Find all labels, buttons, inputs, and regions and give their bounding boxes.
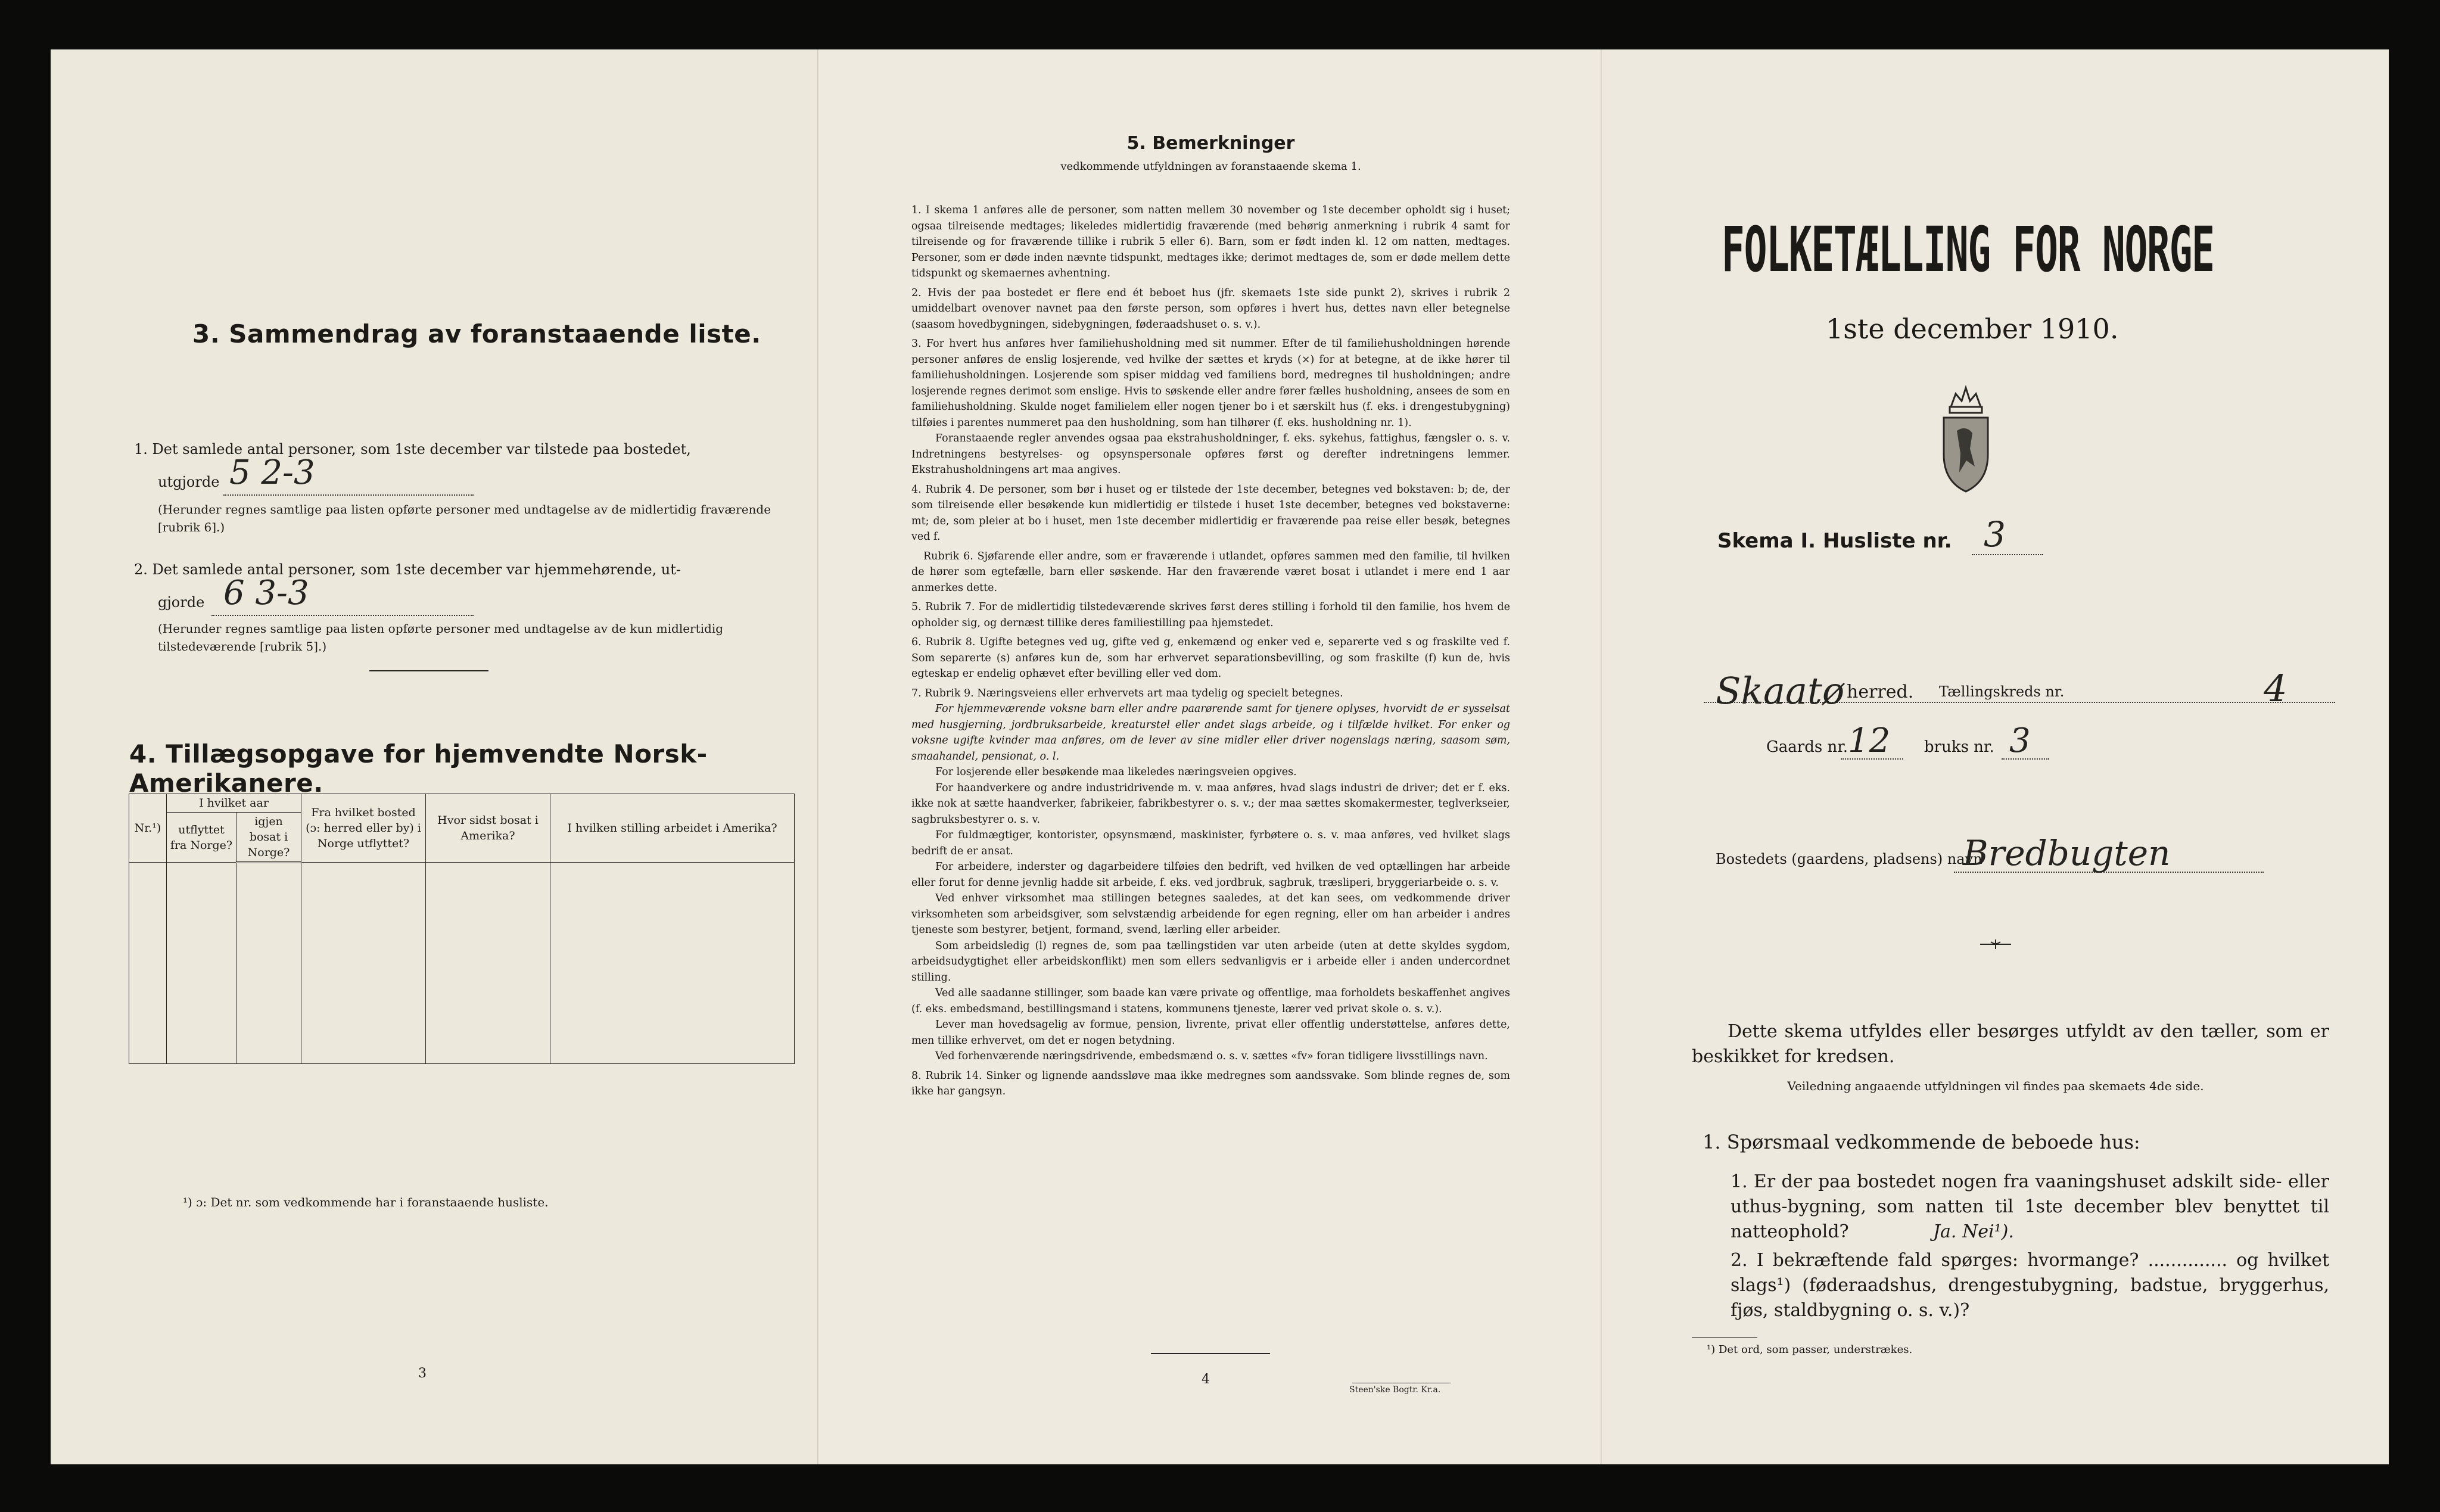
census-date: 1ste december 1910. (1826, 313, 2119, 345)
col-back: igjen bosat i Norge? (236, 813, 301, 863)
page-number: 3 (418, 1366, 427, 1381)
bosted-dotline (1954, 872, 2264, 873)
bosted-value: Bredbugten (1963, 833, 2171, 873)
remark-7: 7. Rubrik 9. Næringsveiens eller erhvervets art maa tydelig og specielt betegnes. (911, 687, 1343, 699)
section-4-title: 4. Tillægsopgave for hjemvendte Norsk-Amerikanere. (129, 739, 708, 798)
table-row (129, 897, 795, 930)
question-1: 1. Er der paa bostedet nogen fra vaaningshuset adskilt side- eller uthus-bygning, som natten til 1ste december blev benyttet til natteophold? (1731, 1171, 2329, 1242)
remark-6: 6. Rubrik 8. Ugifte betegnes ved ug, gifte ved g, enkemænd og enker ved e, separerte ved s og fraskilte ved f. Som separerte (s) anføres kun de, som har erhvervet separationsbevilling, og som fraskilte (f) kun de, hvis egteskap er endelig ophævet efter bevilling eller ved dom. (911, 636, 1510, 680)
kreds-value: 4 (2264, 667, 2288, 710)
coat-of-arms-icon (1933, 383, 1999, 496)
section-3-title: 3. Sammendrag av foranstaaende liste. (192, 319, 761, 349)
herred-label: herred. (1847, 682, 1914, 702)
norsk-amerikanere-table (129, 794, 795, 1064)
remark-4b: Rubrik 6. Sjøfarende eller andre, som er fraværende i utlandet, opføres sammen med den familie, til hvilken de hører som egtefælle, barn eller søskende. Har den fraværende været bosat i utlandet i mere end 1 aar anmerkes dette. (911, 550, 1510, 594)
remark-7k: Ved forhenværende næringsdrivende, embedsmænd o. s. v. sættes «fv» foran tidligere livsstillings navn. (935, 1050, 1488, 1062)
husliste-dotline (1972, 554, 2043, 555)
instruction: Dette skema utfyldes eller besørges utfyldt av den tæller, som er beskikket for kredsen. (1692, 1021, 2329, 1067)
instruction-small: Veiledning angaaende utfyldningen vil findes paa skemaets 4de side. (1787, 1079, 2204, 1093)
gaards-label: Gaards nr. (1766, 738, 1848, 756)
bruks-label: bruks nr. (1924, 738, 1994, 756)
remarks-title: 5. Bemerkninger (1126, 133, 1295, 154)
col-nr: Nr.¹) (129, 794, 167, 863)
skema-label: Skema I. Husliste nr. (1717, 529, 1952, 553)
item-2-text: 2. Det samlede antal personer, som 1ste december var hjemmehørende, ut- (134, 561, 681, 578)
divider (1151, 1353, 1270, 1354)
remark-3b: Foranstaaende regler anvendes ogsaa paa ekstrahusholdninger, f. eks. sykehus, fattighus, fængsler o. s. v. Indretningens bestyrelses- og opsynspersonale opføres først og derefter indretningens lemmer. Ekstrahusholdningens art maa angives. (911, 433, 1510, 476)
remark-7j: Lever man hovedsagelig av formue, pension, livrente, privat eller offentlig understøttelse, anføres dette, men tillike erhvervet, om det er nogen betydning. (911, 1019, 1510, 1047)
ornament-icon (1978, 937, 2013, 951)
col-america: Hvor sidst bosat i Amerika? (426, 794, 550, 863)
remarks-body (911, 203, 1510, 1100)
bruks-dotline (2002, 758, 2049, 760)
item-1-text: 1. Det samlede antal personer, som 1ste december var tilstede paa bostedet, (134, 441, 691, 458)
remark-8: 8. Rubrik 14. Sinker og lignende aandssløve maa ikke medregnes som aandssvake. Som blinde regnes de, som ikke har gangsyn. (911, 1069, 1510, 1097)
printer-mark: Steen'ske Bogtr. Kr.a. (1349, 1385, 1441, 1395)
herred-value: Skaatø (1716, 669, 1845, 713)
col-position: I hvilken stilling arbeidet i Amerika? (550, 794, 795, 863)
remark-7b: For hjemmeværende voksne barn eller andre paarørende samt for tjenere oplyses, hvorvidt de er sysselsat med husgjerning, jordbruksarbeide, kreaturstel eller andet slags arbeide, og i tilfælde hvilket. For enker og voksne ugifte kvinder maa anføres, om de lever av sine midler eller driver nogenslags næring, saasom søm, smaahandel, pensionat, o. l. (911, 703, 1510, 763)
table-row (129, 1030, 795, 1064)
remark-7d: For haandverkere og andre industridrivende m. v. maa anføres, hvad slags industri de driver; det er f. eks. ikke nok at sætte haandverker, fabrikeier, fabrikbestyrer o. s. v.; der maa sættes skomakermester, teglverkseier, sagbruksbestyrer o. s. v. (911, 782, 1510, 826)
remark-7h: Som arbeidsledig (l) regnes de, som paa tællingstiden var uten arbeide (uten at dette skyldes sygdom, arbeidsudygtighet eller arbeidskonflikt) men som ellers sedvanligvis er i arbeide eller i anden undercordnet stilling. (911, 939, 1510, 984)
col-group-year: I hvilket aar (167, 794, 301, 813)
bruks-value: 3 (2009, 721, 2031, 760)
remark-7g: Ved enhver virksomhet maa stillingen betegnes saaledes, at det kan sees, om vedkommende driver virksomheten som arbeidsgiver, som selvstændig arbeidende for egen regning, eller om han arbeider i andres tjeneste som bestyrer, betjent, formand, svend, lærling eller arbeider. (911, 892, 1510, 936)
kreds-label: Tællingskreds nr. (1939, 683, 2065, 700)
page-3 (51, 49, 819, 1464)
item-1-dotline (223, 494, 474, 496)
gaards-dotline (1841, 758, 1903, 760)
col-from: Fra hvilket bosted (ɔ: herred eller by) i Norge utflyttet? (301, 794, 426, 863)
gaards-value: 12 (1848, 721, 1891, 760)
form-title: FOLKETÆLLING FOR NORGE (1722, 213, 2214, 286)
footnote: ¹) ɔ: Det nr. som vedkommende har i foranstaaende husliste. (183, 1195, 549, 1209)
remarks-subtitle: vedkommende utfyldningen av foranstaaende skema 1. (1060, 160, 1361, 173)
question-1-answer: Ja. Nei¹). (1933, 1221, 2014, 1242)
item-2-dotline (211, 615, 474, 616)
remark-7e: For fuldmægtiger, kontorister, opsynsmænd, maskinister, fyrbøtere o. s. v. maa anføres, ved hvilket slags bedrift de er ansat. (911, 829, 1510, 857)
bosted-label: Bostedets (gaardens, pladsens) navn (1716, 851, 1982, 867)
item-2-handwritten-value: 6 3-3 (223, 574, 309, 612)
remark-1: 1. I skema 1 anføres alle de personer, som natten mellem 30 november og 1ste december opholdt sig i huset; ogsaa tilreisende medtages; likeledes midlertidig fraværende (med behørig anmerkning i rubrik 4 samt for tilreisende og for fraværende tillike i rubrik 5 eller 6). Barn, som er født inden kl. 12 om natten, medtages. Personer, som er døde inden nævnte tidspunkt, medtages ikke; derimot medtages de, som er døde mellem dette tidspunkt og skemaernes avhentning. (911, 204, 1510, 279)
col-out: utflyttet fra Norge? (167, 813, 236, 863)
table-row (129, 997, 795, 1030)
husliste-number: 3 (1984, 514, 2006, 555)
table-row (129, 863, 795, 897)
table-row (129, 930, 795, 963)
remark-4: 4. Rubrik 4. De personer, som bør i huset og er tilstede der 1ste december, betegnes ved bokstaven: b; de, der som tilreisende eller besøkende kun midlertidig er tilstede i huset 1ste december, betegnes ved bokstaverne: mt; de, som pleier at bo i huset, men 1ste december midlertidig er fraværende paa reise eller besøk, betegnes ved f. (911, 483, 1510, 543)
question-2: 2. I bekræftende fald spørges: hvormange? .............. og hvilket slags¹) (føderaadshus, drengestubygning, badstue, bryggerhus, fjøs, staldbygning o. s. v.)? (1731, 1250, 2329, 1321)
footnote: ¹) Det ord, som passer, understrækes. (1707, 1343, 1913, 1356)
remark-7c: For losjerende eller besøkende maa likeledes næringsveien opgives. (935, 766, 1297, 778)
question-header: 1. Spørsmaal vedkommende de beboede hus: (1703, 1131, 2140, 1153)
table-row (129, 963, 795, 997)
footnote-rule (1692, 1337, 1757, 1338)
page-4 (819, 49, 1602, 1464)
item-2-note: (Herunder regnes samtlige paa listen opførte personer med undtagelse av de kun midlertidig tilstedeværende [rubrik 5].) (158, 621, 724, 654)
remark-7f: For arbeidere, inderster og dagarbeidere tilføies den bedrift, ved hvilken de ved optællingen har arbeide eller forut for denne jevnlig hadde sit arbeide, f. eks. ved jordbruk, sagbruk, træsliperi, bryggeriarbeide o. s. v. (911, 861, 1510, 889)
remark-5: 5. Rubrik 7. For de midlertidig tilstedeværende skrives først deres stilling i forhold til den familie, hos hvem de opholder sig, og dernæst tillike deres familiestilling paa hjemstedet. (911, 601, 1510, 629)
remark-3: 3. For hvert hus anføres hver familiehusholdning med sit nummer. Efter de til familiehusholdningen hørende personer anføres de enslig losjerende, ved hvilke der sættes et kryds (×) for at betegne, at de ikke hører til familiehusholdningen. Losjerende som spiser middag ved familiens bord, medregnes til husholdningen; andre losjerende regnes derimot som enslige. Hvis to søskende eller andre fører fælles husholdning, ansees de som en familiehusholdning. Skulde noget familielem eller nogen tjener bo i et særskilt hus (f. eks. i drengestubygning) tilføies i parentes nummeret paa den husholdning, som han tilhører (f. eks. husholdning nr. 1). (911, 338, 1510, 429)
item-1-note: (Herunder regnes samtlige paa listen opførte personer med undtagelse av de midlertidig fraværende [rubrik 6].) (158, 502, 771, 534)
page-1 (1602, 49, 2389, 1464)
divider (369, 670, 488, 671)
item-1-handwritten-value: 5 2-3 (229, 453, 315, 492)
remark-2: 2. Hvis der paa bostedet er flere end ét beboet hus (jfr. skemaets 1ste side punkt 2), skrives i rubrik 2 umiddelbart ovenover navnet paa den første person, som opføres i hvert hus, dettes navn eller betegnelse (saasom hovedbygningen, sidebygningen, føderaadshuset o. s. v.). (911, 287, 1510, 331)
remark-7i: Ved alle saadanne stillinger, som baade kan være private og offentlige, maa forholdets beskaffenhet angives (f. eks. embedsmand, bestillingsmand i statens, kommunens tjeneste, lærer ved privat skole o. s. v.). (911, 987, 1510, 1015)
page-number: 4 (1202, 1372, 1210, 1387)
item-1-label: utgjorde (158, 474, 220, 490)
item-2-label: gjorde (158, 594, 205, 611)
